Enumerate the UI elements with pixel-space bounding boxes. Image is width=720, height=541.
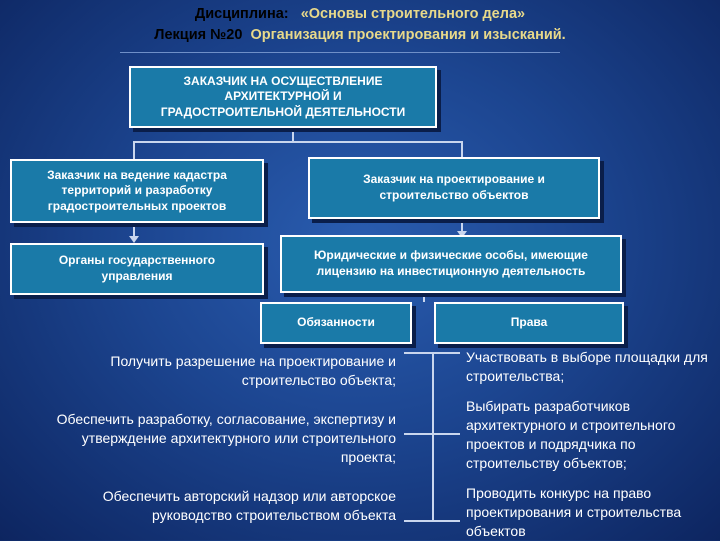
lecture-title: Организация проектирования и изысканий.: [250, 27, 566, 43]
box-legal-entities: [280, 235, 622, 293]
box-rights: [434, 302, 624, 344]
box-customer-top-label: ЗАКАЗЧИК НА ОСУЩЕСТВЛЕНИЕ АРХИТЕКТУРНОЙ И ГРАДОСТРОИТЕЛЬНОЙ ДЕЯТЕЛЬНОСТИ: [160, 73, 406, 119]
arrow-down-icon: [129, 236, 139, 243]
box-duties: [260, 302, 412, 344]
bracket-row-3: [404, 520, 460, 522]
bracket-vertical: [432, 352, 434, 522]
box-customer-top: [129, 66, 437, 128]
box-duties-label: Обязанности: [297, 315, 375, 330]
duty-item-1: Получить разрешение на проектирование и строительство объекта;: [110, 353, 396, 388]
header-line-1: [0, 6, 720, 22]
bracket-row-1: [404, 352, 460, 354]
discipline-title: «Основы строительного дела»: [300, 6, 526, 22]
connector-right-drop: [461, 141, 463, 157]
header-line-2: [0, 27, 720, 43]
duty-item-3: Обеспечить авторский надзор или авторское руководство строительством объекта: [102, 488, 396, 523]
bracket-row-2: [404, 433, 460, 435]
connector-branch: [133, 141, 463, 143]
right-item-3: Проводить конкурс на право проектирования и строительства объектов: [466, 485, 682, 539]
right-item-2: Выбирать разработчиков архитектурного и строительного проектов и подрядчика по строительству объектов;: [466, 398, 676, 471]
box-rights-label: Права: [510, 315, 548, 330]
right-item-1: Участвовать в выборе площадки для строительства;: [466, 349, 708, 384]
connector-left-drop: [133, 141, 135, 161]
box-customer-cadastre-label: Заказчик на ведение кадастра территорий и разработку градостроительных проектов: [47, 167, 227, 213]
header-divider: [120, 52, 560, 53]
lecture-label: Лекция №20: [154, 27, 243, 43]
connector-top-stem: [292, 127, 294, 141]
box-gov-bodies: [10, 243, 264, 295]
box-customer-design: [308, 157, 600, 219]
discipline-label: Дисциплина:: [194, 6, 289, 22]
connector-entities-down: [423, 292, 425, 302]
box-gov-bodies-label: Органы государственного управления: [58, 253, 216, 283]
duty-item-2: Обеспечить разработку, согласование, экспертизу и утверждение архитектурного или строительного проекта;: [56, 411, 396, 465]
box-customer-cadastre: [10, 159, 264, 223]
box-legal-entities-label: Юридические и физические особы, имеющие лицензию на инвестиционную деятельность: [314, 248, 588, 278]
box-customer-design-label: Заказчик на проектирование и строительство объектов: [363, 172, 545, 202]
